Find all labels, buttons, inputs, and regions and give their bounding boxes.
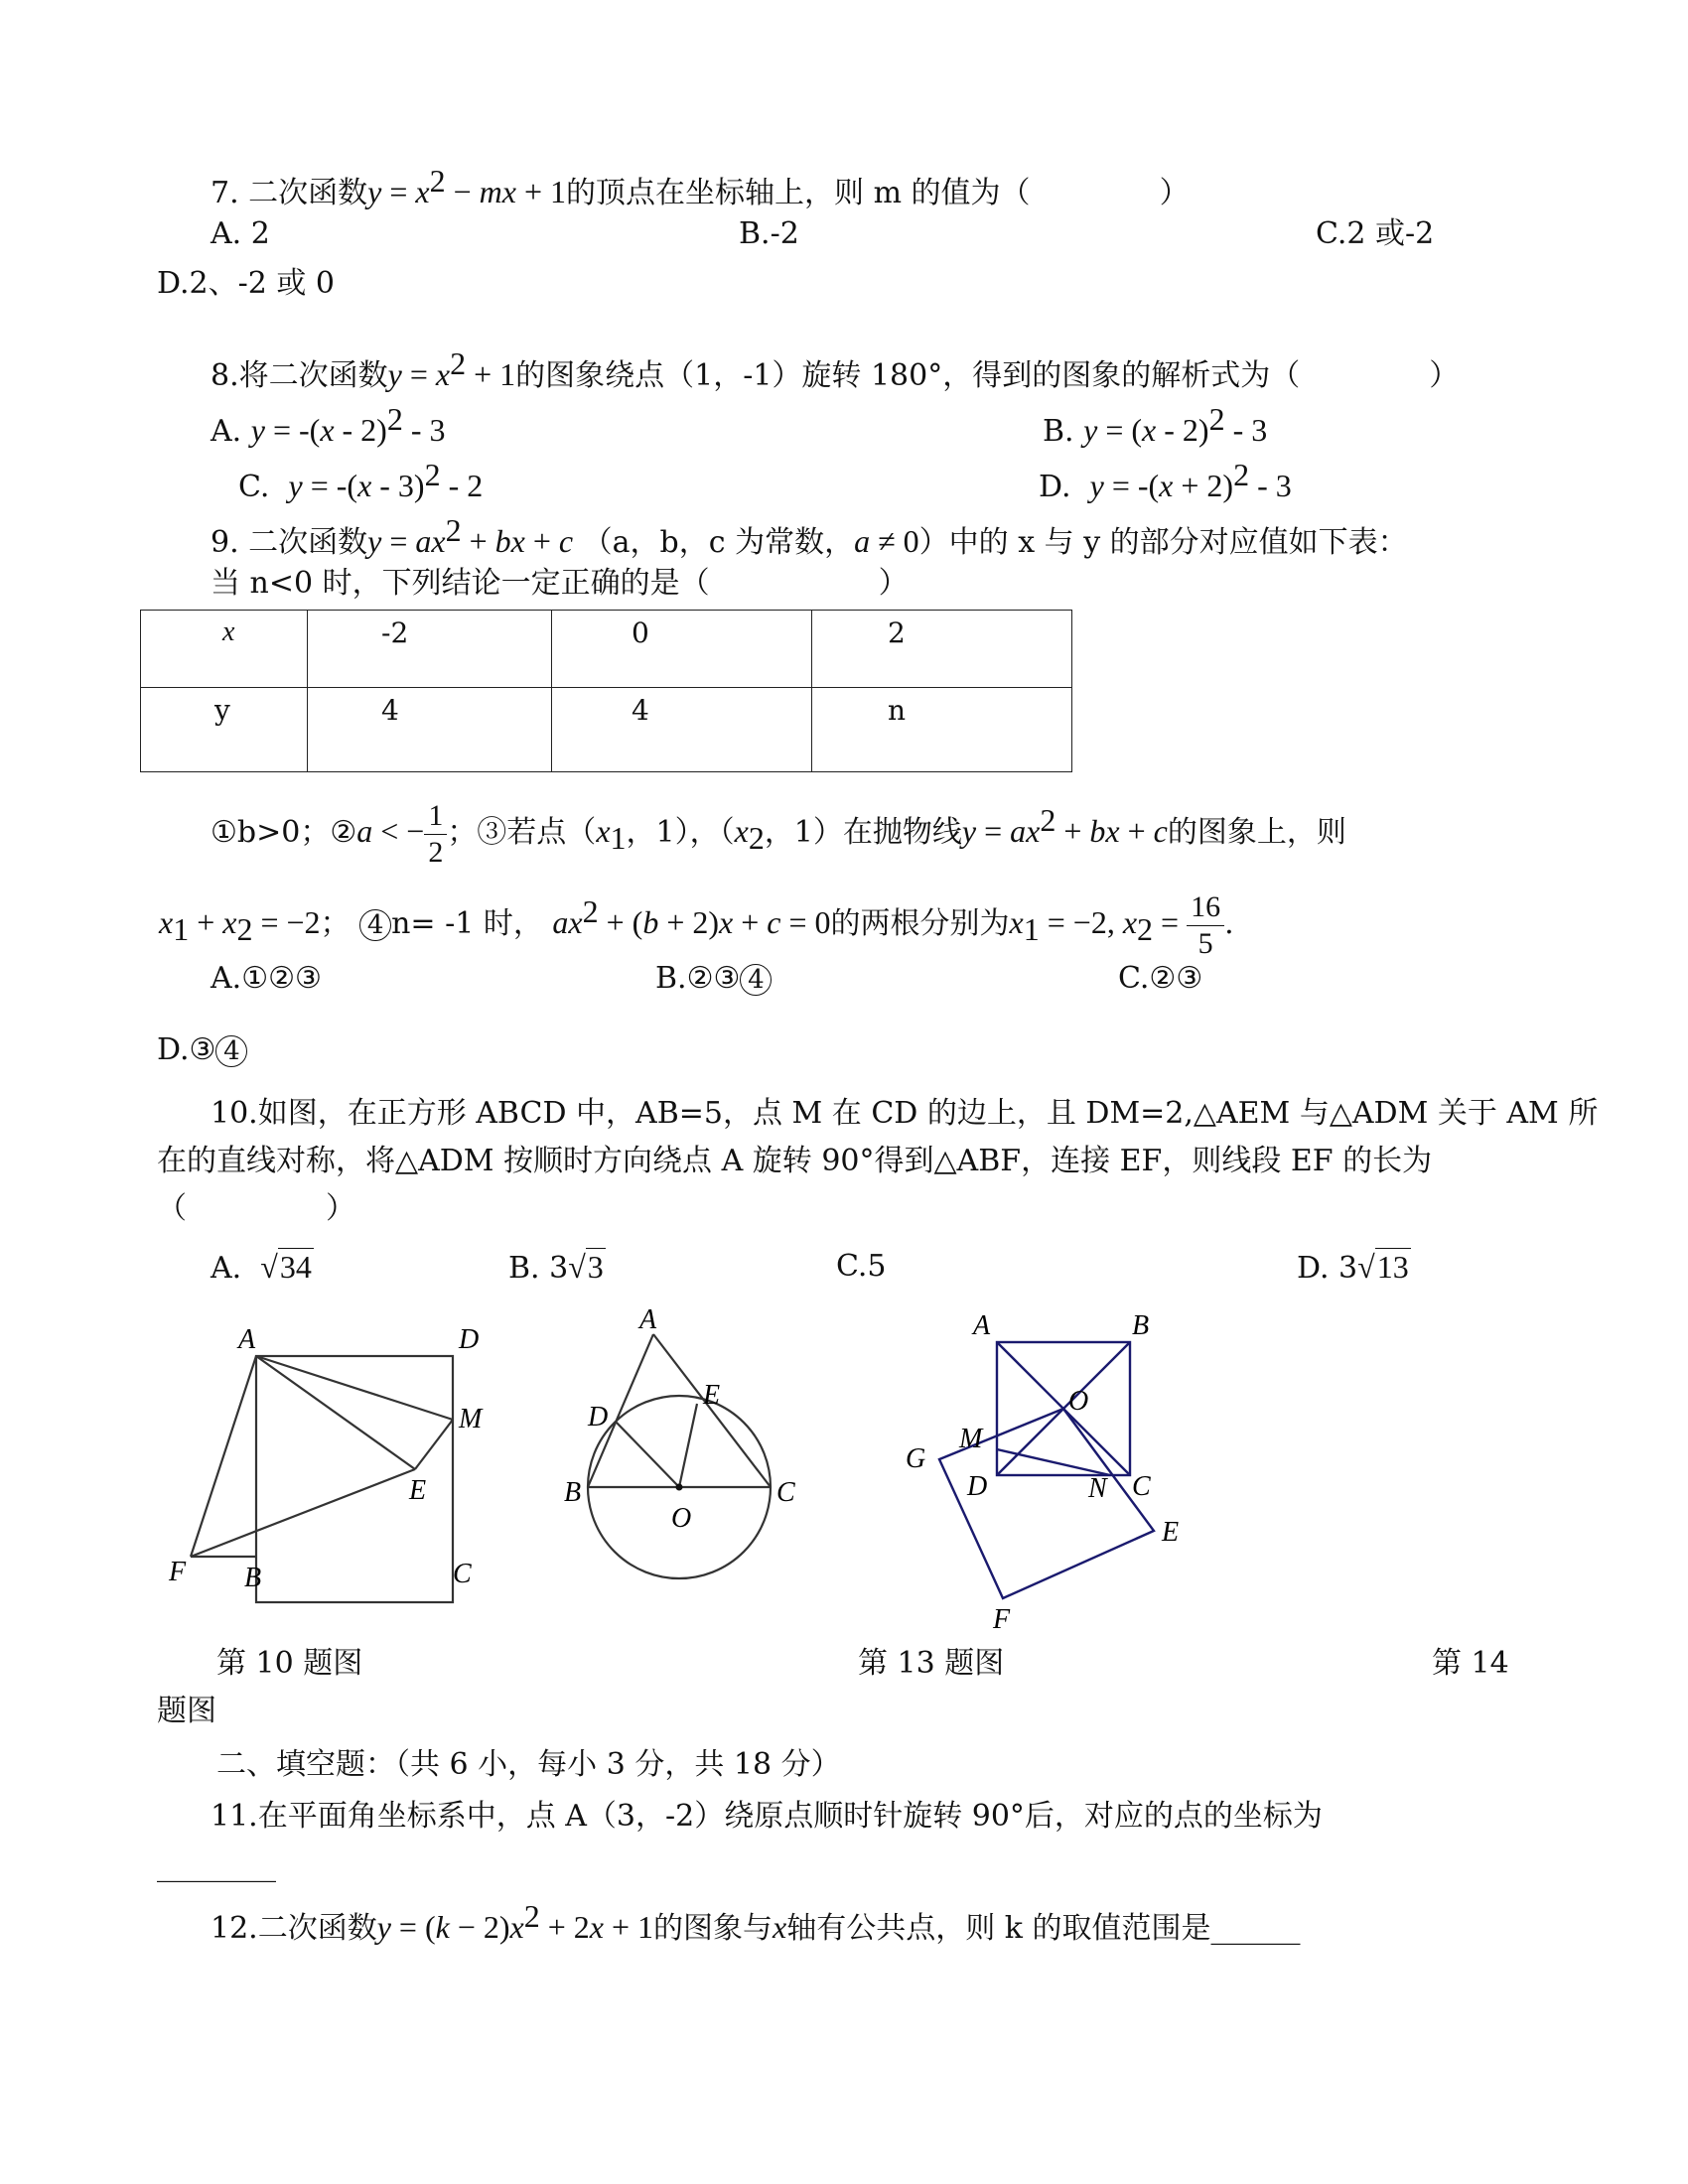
label-c: C: [453, 1559, 472, 1589]
segment-em: [415, 1420, 453, 1469]
q12-stem: 12.二次函数$y = (k - 2)x^2 + 2x + 1$的图象与x轴有公共点，则 k 的取值范围是______: [211, 1898, 1301, 1946]
segment-ae: [256, 1356, 415, 1469]
center-dot: [676, 1484, 683, 1491]
label-e: E: [409, 1475, 427, 1506]
table-row: [141, 611, 1072, 688]
segment-ef: [191, 1469, 415, 1557]
q7-option-d: D.2、-2 或 0: [157, 266, 335, 301]
q8-option-b: B. y = (x - 2)$^2$ - 3: [1043, 401, 1268, 449]
label-f: F: [993, 1604, 1011, 1635]
q9-option-b: B.②③ 4: [655, 959, 772, 999]
q9-option-c: C.②③: [1118, 961, 1203, 996]
label-d: D: [967, 1471, 988, 1502]
q11-blank: ________: [157, 1848, 276, 1883]
label-n: N: [1088, 1473, 1107, 1504]
q10-option-b: B. 3√3: [508, 1249, 604, 1286]
q7-option-b: B.-2: [739, 216, 799, 251]
q11-stem: 11.在平面角坐标系中，点 A（3，-2）绕原点顺时针旋转 90°后，对应的点的坐标为: [211, 1799, 1323, 1834]
q7-tail: 的顶点在坐标轴上，则 m 的值为（: [566, 176, 1031, 210]
q7-stem: 7. 二次函数$y = x^2$ − mx + 1的顶点在坐标轴上，则 m 的值为（ ）: [211, 163, 1190, 210]
table-cell: 2: [812, 611, 1072, 688]
label-g: G: [906, 1443, 926, 1474]
q9-line2: 当 n<0 时，下列结论一定正确的是（ ）: [211, 566, 909, 601]
label-c: C: [776, 1477, 795, 1508]
q9-option-d: D.③ 4: [157, 1030, 247, 1070]
table-cell: x: [141, 611, 308, 688]
q8-option-d: D. $y = -(x + 2)^2 - 3$: [1039, 457, 1292, 504]
figure-10: [149, 1320, 506, 1608]
table-cell: -2: [308, 611, 552, 688]
table-cell: 4: [552, 688, 812, 772]
caption-fig10: 第 10 题图: [216, 1646, 363, 1681]
table-cell: 4: [308, 688, 552, 772]
segment-am: [256, 1356, 453, 1420]
label-e: E: [1162, 1517, 1180, 1548]
segment-mn: [997, 1449, 1110, 1475]
q10-line2: 在的直线对称，将△ADM 按顺时方向绕点 A 旋转 90°得到△ABF，连接 EF，则线段 EF 的长为: [157, 1144, 1433, 1178]
label-c: C: [1132, 1471, 1151, 1502]
section-heading: 二、填空题：（共 6 小，每小 3 分，共 18 分）: [216, 1747, 841, 1782]
q10-option-d: D. 3√13: [1297, 1249, 1409, 1286]
q9-conclusions-1: ①b>0；②a < − $\frac{1}{2}$ ；③若点（$x_1$，1），（$x_2$，1）在抛物线$y = ax^2$ + bx + c的图象上，则: [211, 798, 1346, 869]
label-b: B: [564, 1477, 582, 1508]
q8-stem: 8.将二次函数$y = x^2 + 1$的图象绕点（1，-1）旋转 180°，得到的图象的解析式为（ ）: [211, 345, 1460, 393]
q10-option-a: A. √34: [211, 1249, 312, 1286]
label-a: A: [973, 1310, 991, 1341]
label-m: M: [959, 1424, 983, 1454]
q9-conclusions-2: $x_1 + x_2 = -2$； 4 n= -1 时， $ax^2 + (b + 2)x + c = 0$的两根分别为$x_1 = -2$, $x_2$ = $\frac{16}{5}$ .: [159, 889, 1234, 960]
table-cell: 0: [552, 611, 812, 688]
label-m: M: [459, 1404, 483, 1434]
label-o: O: [1068, 1386, 1089, 1417]
label-d: D: [459, 1324, 480, 1355]
label-f: F: [169, 1557, 187, 1587]
label-a: A: [639, 1304, 657, 1335]
q7-formula: y: [367, 174, 382, 209]
q10-option-c: C.5: [836, 1249, 887, 1284]
label-d: D: [588, 1402, 609, 1433]
table-cell: y: [141, 688, 308, 772]
q10-line3: （ ）: [157, 1191, 355, 1226]
figure-14: [894, 1300, 1192, 1638]
table-cell: n: [812, 688, 1072, 772]
caption-fig14: 第 14: [1432, 1646, 1509, 1681]
table-row: [141, 688, 1072, 772]
caption-fig14-cont: 题图: [157, 1694, 216, 1728]
q10-line1: 10.如图，在正方形 ABCD 中，AB=5，点 M 在 CD 的边上，且 DM=2,△AEM 与△ADM 关于 AM 所: [211, 1096, 1599, 1131]
figure-13: [544, 1300, 822, 1618]
q7-lead: 7. 二次函数: [211, 176, 368, 210]
q9-value-table: [140, 610, 1072, 772]
label-b: B: [1132, 1310, 1150, 1341]
label-a: A: [238, 1324, 256, 1355]
label-e: E: [703, 1380, 721, 1411]
label-o: O: [671, 1503, 692, 1534]
q7-option-c: C.2 或-2: [1316, 216, 1435, 251]
q8-option-a: A. y = -(x - 2)$^2$ - 3: [211, 401, 446, 449]
segment-ac: [653, 1334, 771, 1487]
label-b: B: [244, 1563, 262, 1593]
segment-eo: [679, 1404, 697, 1487]
q8-option-c: C. y = -(x - 3)$^2$ - 2: [238, 457, 484, 504]
caption-fig13: 第 13 题图: [858, 1646, 1005, 1681]
q7-option-a: A. 2: [211, 216, 270, 251]
segment-af: [191, 1356, 256, 1557]
q9-option-a: A.①②③: [211, 961, 322, 996]
segment-do: [616, 1422, 679, 1487]
q9-stem: 9. 二次函数$y = ax^2$ + bx + c （a，b，c 为常数，a ≠ 0）中的 x 与 y 的部分对应值如下表：: [211, 512, 1408, 560]
